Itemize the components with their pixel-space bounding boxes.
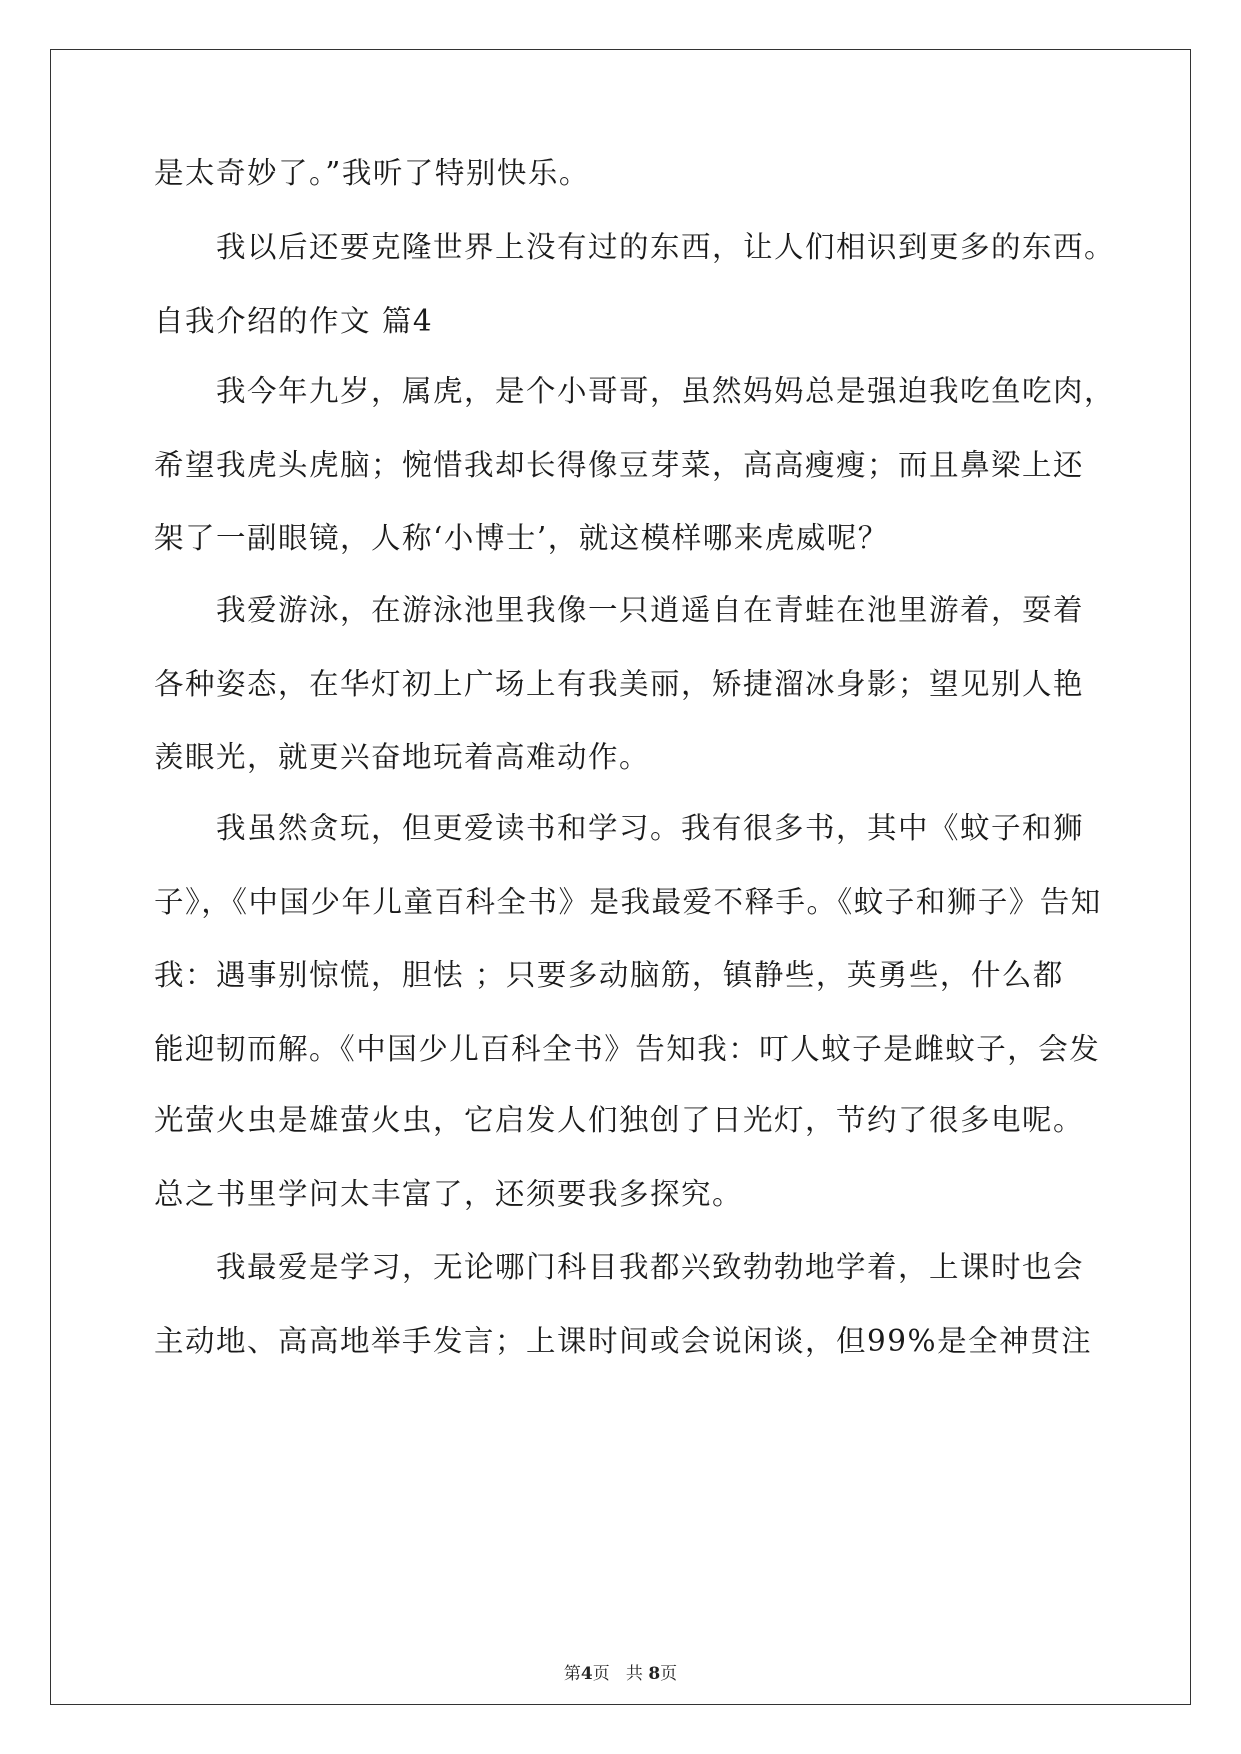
footer-page-prefix: 第 [563,1664,581,1684]
body-text-line: 架了一副眼镜，人称‘小博士’，就这模样哪来虎威呢？ [154,521,889,555]
body-text-line: 是太奇妙了。”我听了特别快乐。 [154,156,590,190]
body-text-line: 各种姿态，在华灯初上广场上有我美丽，矫捷溜冰身影；望见别人艳 [154,667,1085,701]
footer-page-unit: 页 [592,1664,610,1684]
body-text-line: 我：遇事别惊慌，胆怯 ；只要多动脑筋，镇静些，英勇些，什么都 [154,958,1064,992]
body-text-line: 能迎韧而解。《中国少儿百科全书》告知我：叮人蚊子是雌蚊子，会发 [154,1032,1101,1066]
body-text-line: 子》，《中国少年儿童百科全书》是我最爱不释手。《蚊子和狮子》告知 [154,885,1102,919]
body-text-line: 我虽然贪玩，但更爱读书和学习。我有很多书，其中《蚊子和狮 [216,811,1085,845]
body-text-line: 我爱游泳，在游泳池里我像一只逍遥自在青蛙在池里游着，耍着 [216,593,1085,627]
body-text-line: 光萤火虫是雄萤火虫，它启发人们独创了日光灯，节约了很多电呢。 [154,1103,1085,1137]
footer-current-page: 4 [580,1664,593,1684]
footer-total-unit: 页 [660,1664,678,1684]
body-text-line: 我以后还要克隆世界上没有过的东西，让人们相识到更多的东西。 [216,230,1116,264]
page-border [50,49,1191,1705]
section-heading: 自我介绍的作文 篇4 [154,304,434,338]
body-text-line: 希望我虎头虎脑；惋惜我却长得像豆芽菜，高高瘦瘦；而且鼻梁上还 [154,448,1085,482]
body-text-line: 羡眼光，就更兴奋地玩着高难动作。 [154,740,651,774]
body-text-line: 主动地、高高地举手发言；上课时间或会说闲谈，但99%是全神贯注 [154,1324,1093,1358]
footer-total-pages: 8 [648,1664,661,1684]
page-footer [0,1662,1241,1686]
footer-total-prefix: 共 [625,1664,643,1684]
body-text-line: 我最爱是学习，无论哪门科目我都兴致勃勃地学着，上课时也会 [216,1250,1085,1284]
body-text-line: 我今年九岁，属虎，是个小哥哥，虽然妈妈总是强迫我吃鱼吃肉， [216,374,1116,408]
body-text-line: 总之书里学问太丰富了，还须要我多探究。 [154,1177,744,1211]
